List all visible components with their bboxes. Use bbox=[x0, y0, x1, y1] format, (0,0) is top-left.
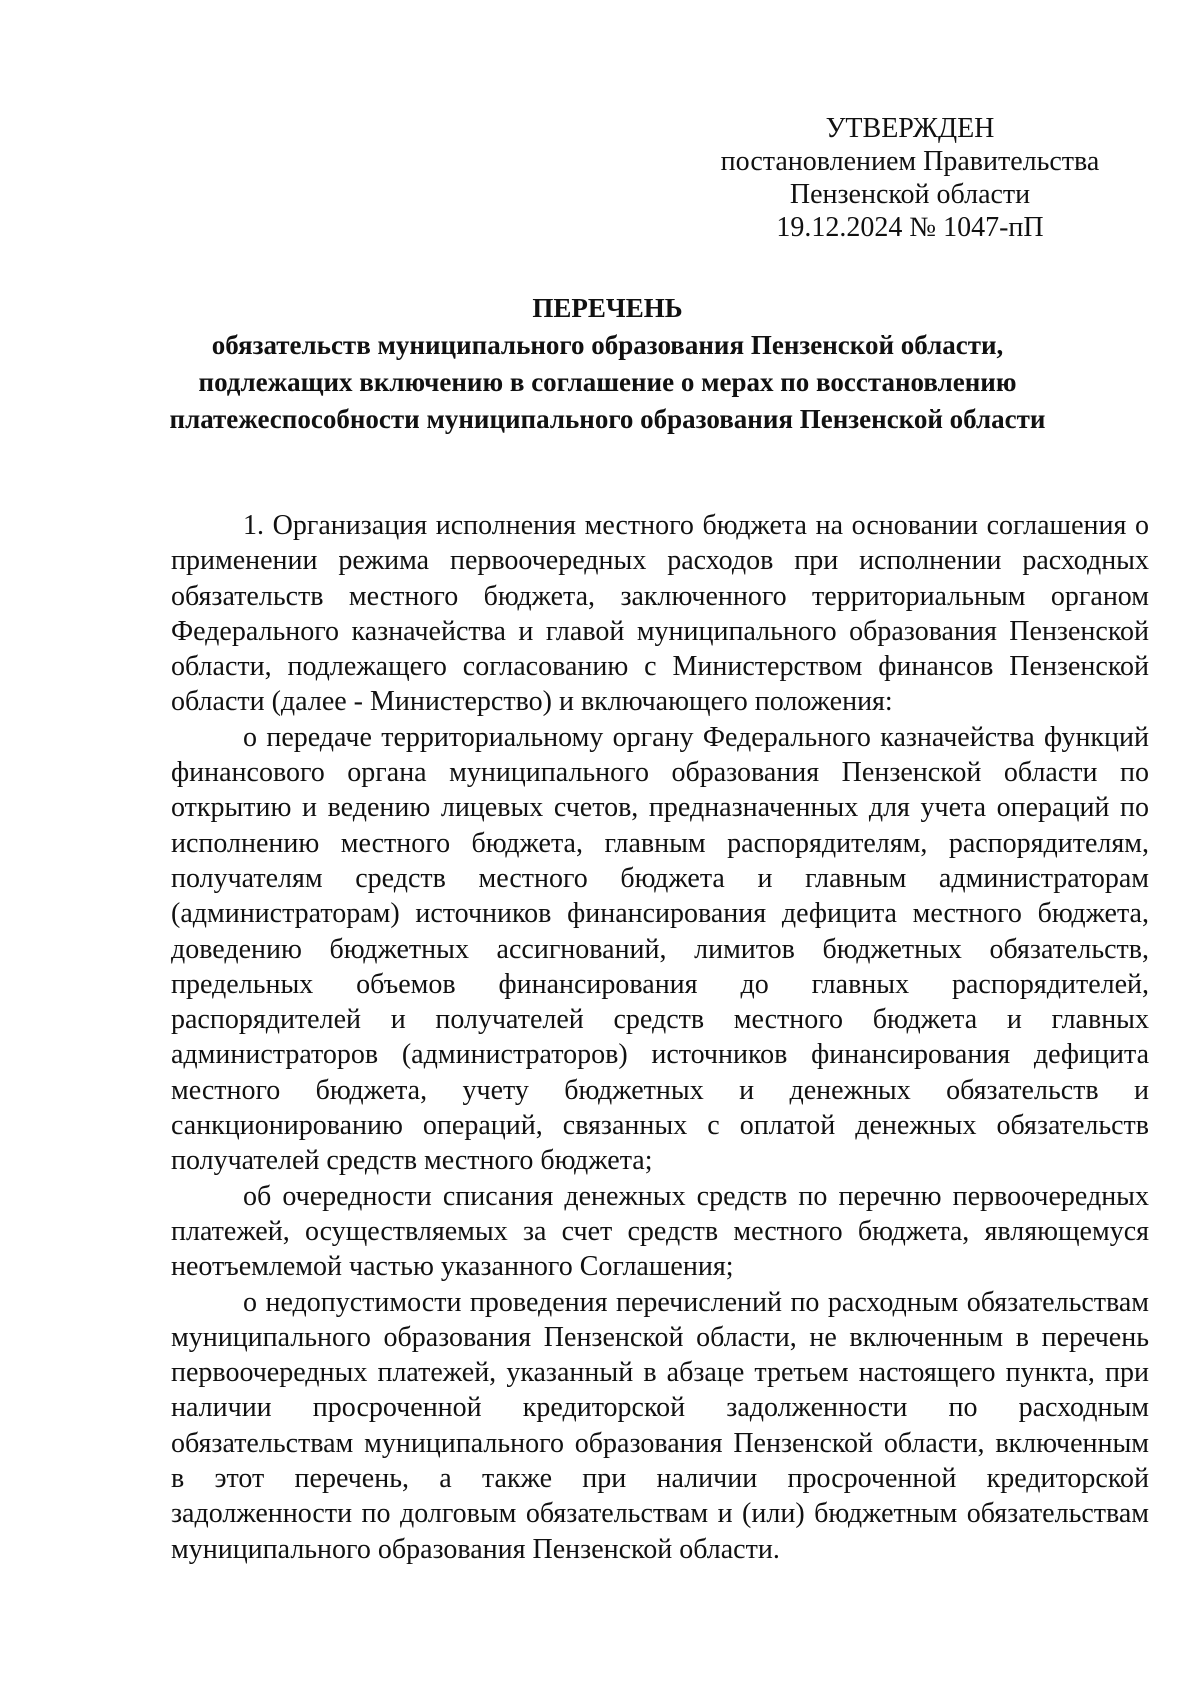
paragraph-item-1: 1. Организация исполнения местного бюджета на основании соглашения о применении режима первоочередных расходов при исполнении расходных обязательств местного бюджета, заключенного территориальным органом Федерального казначейства и главой муниципального образования Пензенской области, подлежащего согласованию с Министерством финансов Пензенской области (далее - Министерство) и включающего положения: bbox=[171, 510, 1149, 718]
paragraph-provision: о недопустимости проведения перечислений по расходным обязательствам муниципального образования Пензенской области, не включенным в перечень первоочередных платежей, указанный в абзаце третьем настоящего пункта, при наличии просроченной кредиторской задолженности по расходным обязательствам муниципального образования Пензенской области, включенным в этот перечень, а также при наличии просроченной кредиторской задолженности по долговым обязательствам и (или) бюджетным обязательствам муниципального образования Пензенской области. bbox=[171, 1286, 1149, 1565]
document-subtitle-line: платежеспособности муниципального образования Пензенской области bbox=[169, 404, 1046, 434]
approval-region: Пензенской области bbox=[789, 179, 1031, 210]
approval-status: УТВЕРЖДЕН bbox=[825, 113, 995, 144]
approval-date-number: 19.12.2024 № 1047-пП bbox=[776, 212, 1044, 243]
document-body bbox=[171, 508, 1149, 1567]
document-subtitle-line: обязательств муниципального образования Пензенской области, bbox=[211, 330, 1004, 360]
document-heading bbox=[160, 290, 1055, 438]
paragraph-provision: об очередности списания денежных средств по перечню первоочередных платежей, осуществляемых за счет средств местного бюджета, являющемуся неотъемлемой частью указанного Соглашения; bbox=[171, 1180, 1149, 1283]
document-title: ПЕРЕЧЕНЬ bbox=[532, 293, 683, 323]
approval-authority: постановлением Правительства bbox=[720, 146, 1100, 177]
approval-block bbox=[700, 112, 1120, 244]
paragraph-provision: о передаче территориальному органу Федерального казначейства функций финансового органа муниципального образования Пензенской области по открытию и ведению лицевых счетов, предназначенных для учета операций по исполнению местного бюджета, главным распорядителям, распорядителям, получателям средств местного бюджета и главным администраторам (администраторам) источников финансирования дефицита местного бюджета, доведению бюджетных ассигнований, лимитов бюджетных обязательств, предельных объемов финансирования до главных распорядителей, распорядителей и получателей средств местного бюджета и главных администраторов (администраторов) источников финансирования дефицита местного бюджета, учету бюджетных и денежных обязательств и санкционированию операций, связанных с оплатой денежных обязательств получателей средств местного бюджета; bbox=[171, 721, 1149, 1177]
document-subtitle-line: подлежащих включению в соглашение о мерах по восстановлению bbox=[198, 367, 1017, 397]
